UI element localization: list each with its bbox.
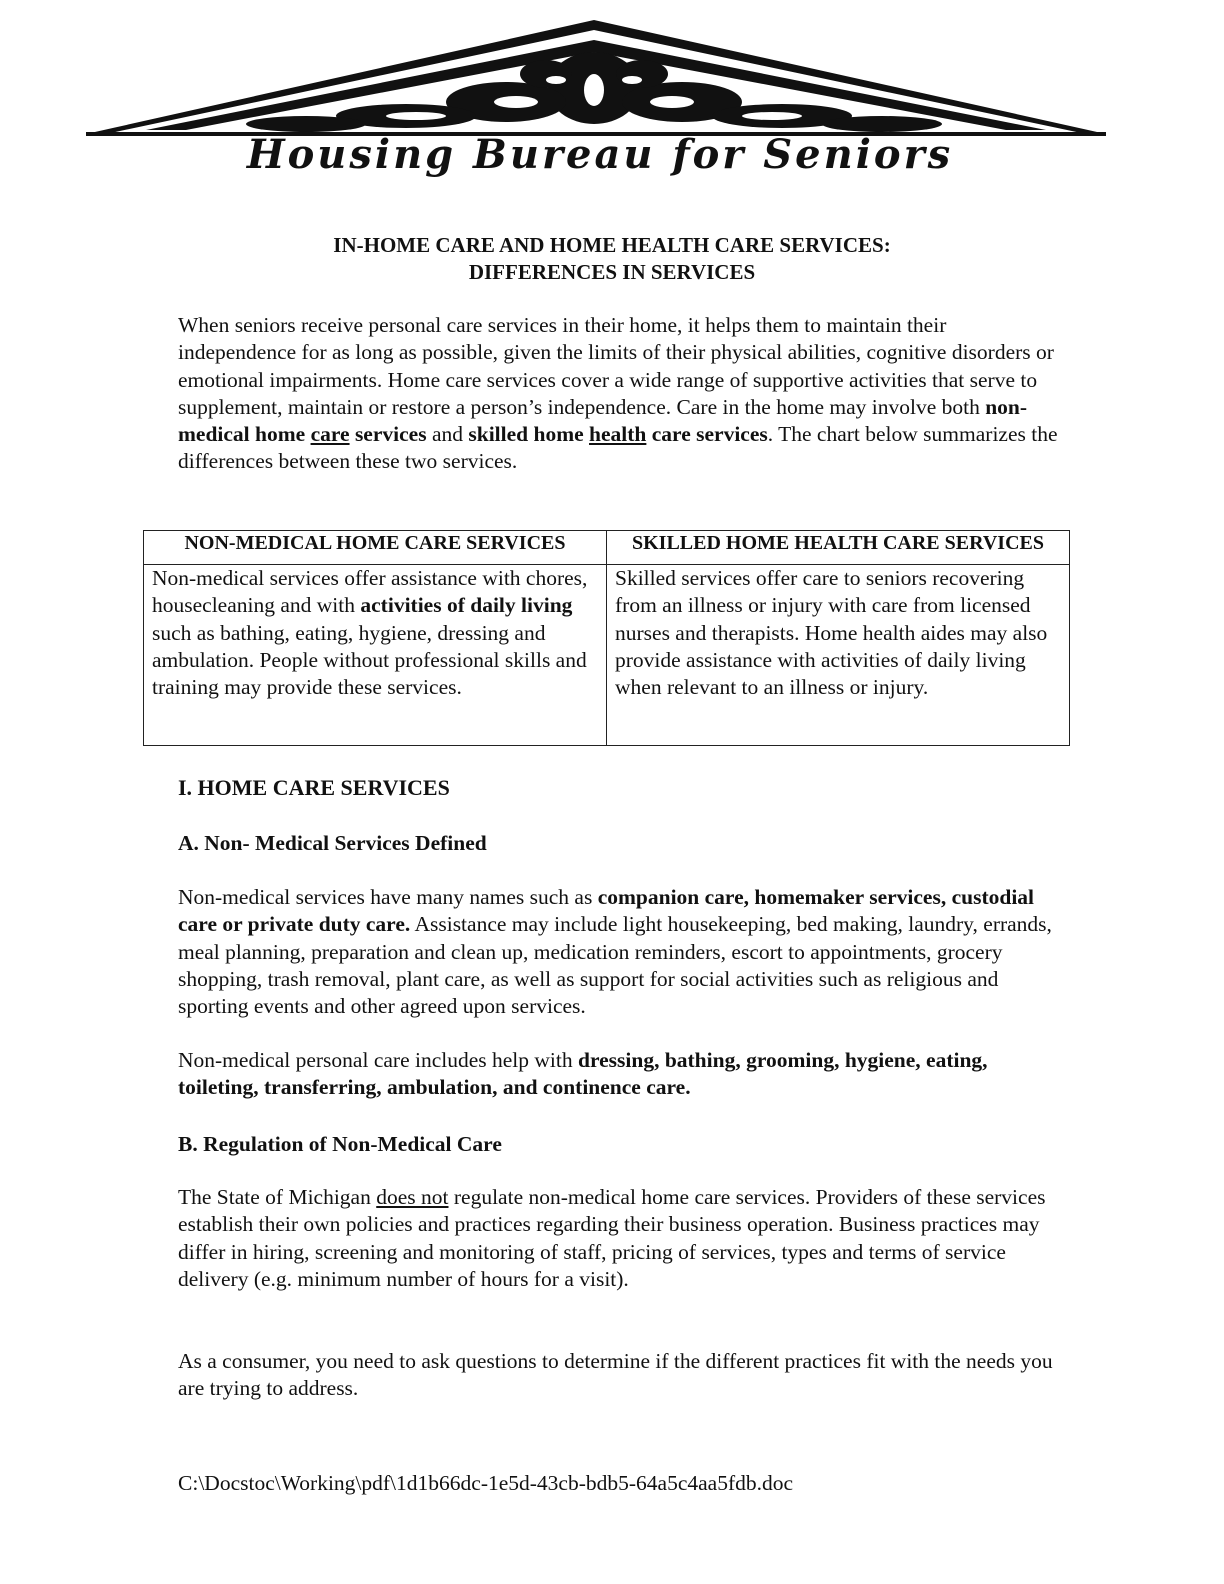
intro-bold-1: non-medical home care services: [178, 394, 1028, 447]
intro-text: and: [426, 422, 469, 447]
intro-text: When seniors receive personal care services in their home, it helps them to maintain their independence for as long as possible, given the limits of their physical abilities, cognitive disorders or emotional impairments. Home care services cover a wide range of supportive activities that serve to supplement, maintain or restore a person’s independence. Care in the home may involve both: [178, 313, 1054, 419]
table-header-cell: NON-MEDICAL HOME CARE SERVICES: [144, 531, 607, 565]
intro-bold-2: skilled home health care services: [468, 422, 768, 447]
table-header-row: [144, 531, 1070, 565]
table-row: [144, 565, 1070, 746]
page-title: [0, 232, 1224, 286]
intro-text: . The chart below summarizes the differences between these two services.: [178, 422, 1058, 474]
subsection-heading-a: A. Non- Medical Services Defined: [178, 831, 487, 855]
title-line-2: DIFFERENCES IN SERVICES: [468, 260, 756, 284]
intro-paragraph: [178, 312, 1058, 476]
paragraph-consumer: As a consumer, you need to ask questions to determine if the different practices fit with the needs you are trying to address.: [178, 1349, 1053, 1401]
org-name: Housing Bureau for Seniors: [246, 131, 954, 178]
paragraph-non-medical-defined: Non-medical services have many names such as companion care, homemaker services, custodial care or private duty care. Assistance may include light housekeeping, bed making, laundry, errands, meal planning, preparation and clean up, medication reminders, escort to appointments, grocery shopping, trash removal, plant care, as well as support for social activities such as religious and sporting events and other agreed upon services.: [178, 885, 1052, 1019]
title-line-1: IN-HOME CARE AND HOME HEALTH CARE SERVICES:: [333, 233, 891, 257]
subsection-heading-b: B. Regulation of Non-Medical Care: [178, 1132, 502, 1156]
footer-file-path: C:\Docstoc\Working\pdf\1d1b66dc-1e5d-43cb-bdb5-64a5c4aa5fdb.doc: [178, 1471, 794, 1495]
table-cell-non-medical: Non-medical services offer assistance with chores, housecleaning and with activities of daily living such as bathing, eating, hygiene, dressing and ambulation. People without professional skills and training may provide these services.: [144, 565, 607, 746]
masthead-logo: [86, 18, 1106, 178]
ornamental-roof-icon: [86, 18, 1106, 138]
section-heading: I. HOME CARE SERVICES: [178, 775, 450, 800]
paragraph-personal-care: Non-medical personal care includes help with dressing, bathing, grooming, hygiene, eating, toileting, transferring, ambulation, and continence care.: [178, 1048, 988, 1100]
table-header-cell: SKILLED HOME HEALTH CARE SERVICES: [607, 531, 1070, 565]
paragraph-regulation: The State of Michigan does not regulate non-medical home care services. Providers of these services establish their own policies and practices regarding their business operation. Business practices may differ in hiring, screening and monitoring of staff, pricing of services, types and terms of service delivery (e.g. minimum number of hours for a visit).: [178, 1185, 1046, 1291]
comparison-table: [143, 530, 1070, 746]
table-cell-skilled: Skilled services offer care to seniors recovering from an illness or injury with care from licensed nurses and therapists. Home health aides may also provide assistance with activities of daily living when relevant to an illness or injury.: [607, 565, 1070, 746]
